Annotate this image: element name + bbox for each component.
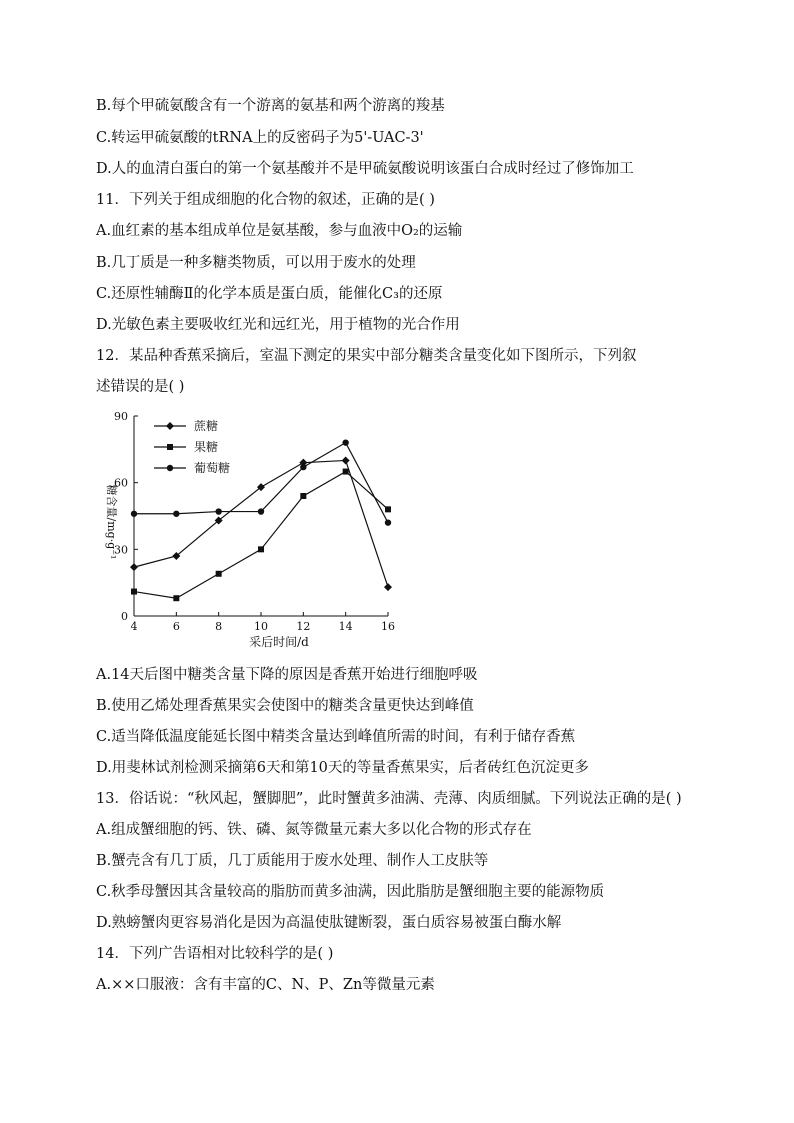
data-point-circle [215,508,221,514]
data-point-circle [258,508,264,514]
q13-option-b: B.蟹壳含有几丁质，几丁质能用于废水处理、制作人工皮肤等 [96,853,489,869]
q11-option-b: B.几丁质是一种多糖类物质，可以用于废水的处理 [96,255,416,271]
legend-label: 果糖 [194,440,219,454]
q14-option-a: A.××口服液：含有丰富的C、N、P、Zn等微量元素 [96,977,435,993]
data-point-square [258,546,264,552]
sugar-content-chart [96,404,416,654]
data-point-diamond [384,583,392,591]
y-tick-label: 60 [114,476,128,490]
data-point-circle [385,519,391,525]
data-point-square [385,506,391,512]
x-tick-label: 16 [381,620,395,633]
x-tick-label: 12 [296,620,311,633]
q13-option-c: C.秋季母蟹因其含量较高的脂肪而黄多油满，因此脂肪是蟹细胞主要的能源物质 [96,884,605,900]
q13-stem: 13．俗话说：“秋风起，蟹脚肥”，此时蟹黄多油满、壳薄、肉质细腻。下列说法正确的是( ) [96,791,682,807]
q10-option-c: C.转运甲硫氨酸的tRNA上的反密码子为5'-UAC-3' [96,130,424,146]
data-point-circle [300,464,306,470]
q11-stem: 11．下列关于组成细胞的化合物的叙述，正确的是( ) [96,192,435,208]
x-tick-label: 10 [254,620,268,633]
q12-stem-line2: 述错误的是( ) [96,379,185,395]
data-point-square [167,444,173,450]
series-diamond [130,456,392,591]
data-point-square [216,571,222,577]
data-point-square [173,595,179,601]
data-point-diamond [342,456,350,464]
series-circle [131,439,391,525]
q12-option-a: A.14天后图中糖类含量下降的原因是香蕉开始进行细胞呼吸 [96,667,478,683]
q11-option-d: D.光敏色素主要吸收红光和远红光，用于植物的光合作用 [96,317,460,333]
q10-option-b: B.每个甲硫氨酸含有一个游离的氨基和两个游离的羧基 [96,98,445,114]
q12-stem-line1: 12．某品种香蕉采摘后，室温下测定的果实中部分糖类含量变化如下图所示，下列叙 [96,348,637,364]
chart-legend [154,418,230,475]
y-tick-label: 90 [114,410,128,423]
chart-series [130,439,392,601]
q14-stem: 14．下列广告语相对比较科学的是( ) [96,946,334,962]
q12-option-b: B.使用乙烯处理香蕉果实会使图中的糖类含量更快达到峰值 [96,698,474,714]
x-tick-label: 6 [172,620,180,633]
x-tick-label: 8 [215,620,223,633]
legend-label: 蔗糖 [194,419,219,433]
data-point-square [131,589,137,595]
q10-option-d: D.人的血清白蛋白的第一个氨基酸并不是甲硫氨酸说明该蛋白合成时经过了修饰加工 [96,161,634,177]
y-tick-label: 0 [121,610,128,623]
q12-option-c: C.适当降低温度能延长图中精类含量达到峰值所需的时间，有利于储存香蕉 [96,729,576,745]
q12-option-d: D.用斐林试剂检测采摘第6天和第10天的等量香蕉果实，后者砖红色沉淀更多 [96,760,589,776]
series-line [134,460,388,587]
data-point-square [343,469,349,475]
data-point-square [300,493,306,499]
q13-option-d: D.熟螃蟹肉更容易消化是因为高温使肽键断裂，蛋白质容易被蛋白酶水解 [96,915,562,931]
chart-axes [114,410,395,633]
data-point-diamond [130,563,138,571]
y-axis-label: 糖含量/mg·g⁻¹ [105,484,118,560]
y-tick-label: 30 [114,543,128,557]
data-point-circle [131,511,137,517]
data-point-circle [342,439,348,445]
x-tick-label: 4 [130,620,138,633]
legend-label: 葡萄糖 [194,461,231,475]
data-point-circle [167,465,173,471]
q13-option-a: A.组成蟹细胞的钙、铁、磷、氮等微量元素大多以化合物的形式存在 [96,822,532,838]
data-point-circle [173,511,179,517]
q11-option-a: A.血红素的基本组成单位是氨基酸，参与血液中O₂的运输 [96,223,463,239]
x-tick-label: 14 [338,620,353,633]
q11-option-c: C.还原性辅酶Ⅱ的化学本质是蛋白质，能催化C₃的还原 [96,286,443,302]
x-axis-label: 采后时间/d [249,635,309,649]
data-point-diamond [166,422,174,430]
